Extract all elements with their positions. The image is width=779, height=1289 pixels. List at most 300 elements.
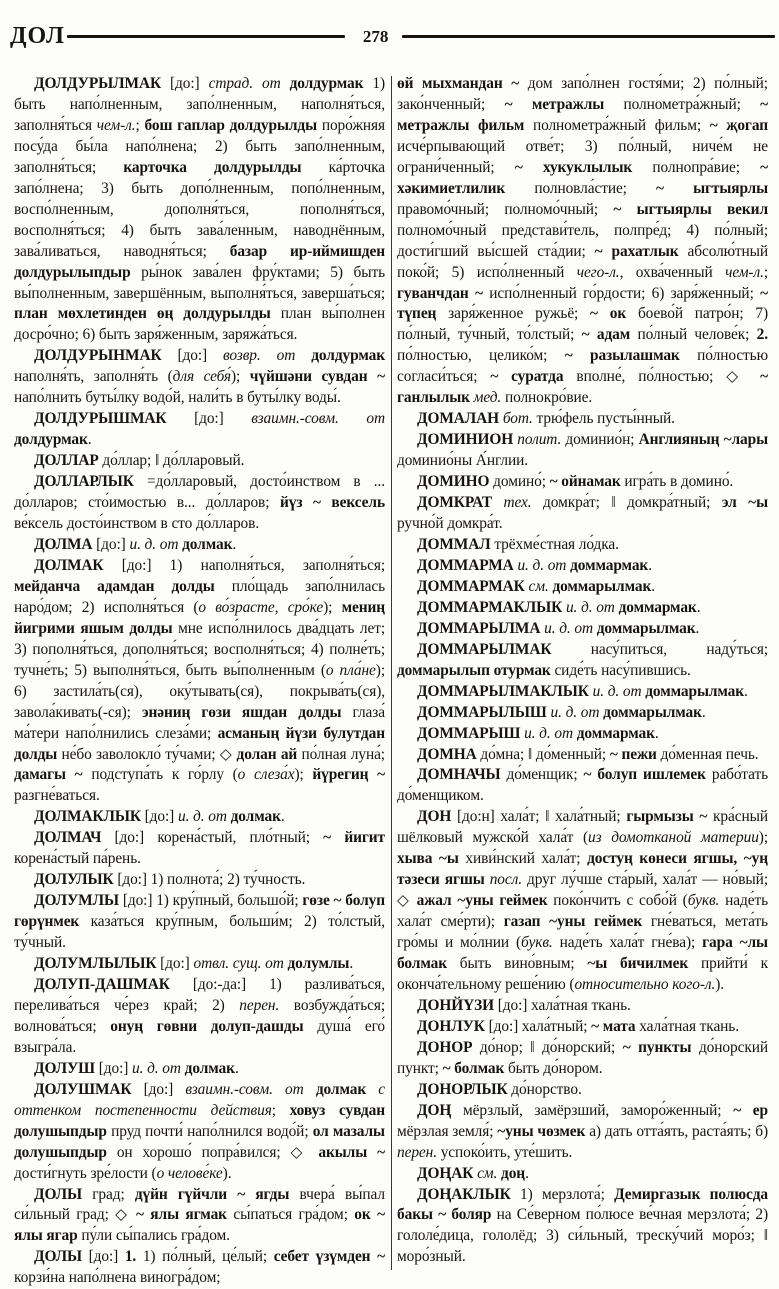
entry-bold-text: ДОЛУШМАК [34,1080,144,1098]
entry-bold-text: Англияның ~лары [638,431,768,449]
entry-bold-text: ДОЛМАЧ [34,829,115,847]
entry-italic-label: перен. [397,1143,441,1161]
entry-italic-label: для себя́ [172,368,231,386]
dictionary-entry [397,640,768,682]
entry-text: . [651,577,655,595]
entry-italic-label: бот. [502,410,537,428]
entry-bold-text: ДОММАРЫШ [417,724,525,742]
entry-bold-text: ДОЛУМЛЫ [34,892,123,910]
dictionary-entry [14,828,385,870]
entry-bold-text: доммармак [618,598,697,616]
dictionary-entry [397,556,768,577]
entry-text: [до:] [96,535,130,553]
entry-bold-text: ажал ~уны геймек [416,892,554,910]
entry-bold-text: себет үзүмден ~ [273,1248,385,1266]
entry-text: заря́женное ружьё; [448,305,591,323]
entry-bold-text: ~ суратда [490,368,577,386]
entry-bold-text: гара ~лы болмак [397,934,768,973]
entry-italic-label: полит. [517,431,566,449]
entry-text: кра́сный шёлковый мужско́й хала́т ( [397,808,768,847]
entry-bold-text: план мөхлетинден өң долдурылды [14,305,281,323]
entry-text: испо́лненный го́рдости; 6) заря́женный; [489,284,761,302]
entry-bold-text: ~ хәкимиетлилик [397,158,768,197]
entry-italic-label: чем-л. [96,116,136,134]
entry-text: корена́стый па́рень. [14,850,141,868]
entry-text: быть вино́вным; [459,955,588,973]
entry-bold-text: ок ~ ялы ягар [14,1206,385,1245]
entry-italic-label: и. д. от [592,682,646,700]
entry-italic-label: возвр. от [223,347,312,365]
entry-bold-text: ~ мата [591,1017,640,1035]
entry-bold-text: ДОЛУШ [34,1059,99,1077]
entry-text: [до:] корена́стый, пло́тный; [114,829,324,847]
entry-text: [до:] 1) полнота́; 2) ту́чность. [117,871,306,889]
entry-text: боево́й патро́н; 7) по́лный, ту́чный, то́лстый; [397,305,768,344]
entry-text: ). [222,1164,232,1182]
entry-bold-text: энәниң гөзи яшдан долды [141,703,353,721]
entry-text: трёхме́стная ло́дка. [494,535,619,553]
entry-bold-text: ДОМАЛАН [417,410,503,428]
entry-text: град; [92,1185,135,1203]
entry-text: ка́рточка запо́лнена; 3) быть допо́лненным, попо́лненным, воспо́лненным, дополня́ться, пополня́ться, восполня́ться; 4) быть зава́ленным, наводнённым, зава́ливаться, наводня́ться; [14,158,385,260]
entry-text: [до:] [170,75,209,92]
entry-text: до́нор; ‖ до́норский; [479,1038,623,1056]
entry-bold-text: ДОМНА [417,745,481,763]
entry-text: не́бо заволокло́ ту́чами; ◇ [61,745,237,763]
dictionary-entry [14,74,385,346]
entry-text: подступа́ть к го́рлу ( [91,766,238,784]
entry-text: до́менная печь. [660,745,759,763]
dictionary-entry [397,1017,768,1038]
entry-bold-text: ~ ыгтыярлы векил [613,200,768,218]
entry-text: . [349,955,354,973]
entry-italic-label: тех. [503,494,544,512]
entry-italic-label: о челове́ке [156,1164,223,1182]
entry-text: [до:] 1) наполня́ться, заполня́ться; [121,556,385,574]
entry-bold-text: мейданча адамдан долды [14,577,232,595]
dictionary-entry [397,74,768,409]
entry-text: до́норство. [511,1080,582,1098]
entry-bold-text: ~ ок [590,305,638,323]
page-number: 278 [362,26,389,46]
entry-bold-text: ДОЛЛАРЛЫК [34,473,147,491]
entry-text: полновла́стие; [534,179,657,197]
dictionary-entry [397,619,768,640]
entry-bold-text: доммарылып отурмак [397,661,555,679]
entry-text: дом запо́лнен гостя́ми; 2) по́лный; зако́нченный; [397,75,768,113]
entry-text: мне испо́лнилось два́дцать лет; 3) пополня́ться, дополня́ться; восполня́ться; 4) полне́ть; тучне́ть; 5) выполня́ться, быть вы́полненным ( [14,619,385,679]
entry-bold-text: ~ ыгтыярлы [656,179,768,197]
entry-text: трю́фель пусты́нный. [536,410,675,428]
entry-text: по́лностью, целико́м; [397,347,565,365]
entry-text: ; [763,263,769,281]
entry-italic-label: и. д. от [129,535,183,553]
entry-text: . [696,598,701,616]
entry-bold-text: 2. [756,326,768,344]
entry-bold-text: эл ~ы [721,494,768,512]
dictionary-entry [397,765,768,807]
left-column [14,74,386,1287]
entry-text: . [701,703,706,721]
entry-bold-text: акылы ~ [318,1143,385,1161]
dictionary-entry [397,1080,768,1101]
header-rule-left [67,35,345,38]
entry-text: полнокро́вие. [504,389,593,407]
entry-bold-text: доммарылмак [645,682,745,700]
entry-text: поко́нчить с собо́й ( [553,892,688,910]
entry-text: полнометра́жный фильм; [532,116,710,134]
page-header [0,0,779,52]
entry-bold-text: ДОМИНО [417,473,494,491]
entry-text: полнометра́жный; [623,95,761,113]
entry-text: на Се́верном по́люсе ве́чная мерзлота́; 2) гололе́дица, гололёд; 3) си́льный, треску́чий моро́з; ‖ моро́зный. [397,1206,769,1266]
entry-italic-label: букв. [687,892,726,910]
dictionary-entry [14,472,385,535]
entry-text: вполне́, по́лностью; ◇ [576,368,761,386]
entry-text: корзи́на напо́лнена виногра́дом; [14,1269,221,1287]
entry-text: ); [323,598,342,616]
guide-word: ДОЛ [10,23,65,49]
dictionary-entry [397,807,768,996]
entry-bold-text: йүрегиң ~ [312,766,386,784]
entry-text: домкра́т; ‖ домкра́тный; [543,494,722,512]
entry-bold-text: 1. [124,1248,143,1266]
entry-text: ручно́й домкра́т. [397,515,503,533]
entry-bold-text: долдурмак [289,75,373,92]
entry-italic-label: мед. [473,389,505,407]
entry-text: доминио́н; [565,431,639,449]
entry-bold-text: ДОН [417,808,457,826]
entry-italic-label: чего-л. [576,263,620,281]
dictionary-entry [397,682,768,703]
entry-bold-text: ДОММАРЫЛМА [417,619,545,637]
entry-bold-text: ол мазалы долушыпдыр [14,1122,385,1161]
entry-text: домино́; [493,473,550,491]
dictionary-entry [14,409,385,451]
entry-text: план вы́полнен досро́чно; 6) быть заря́женным, заряжа́ться. [14,305,385,344]
entry-italic-label: и. д. от [565,598,619,616]
entry-bold-text: ДОММАРЫЛМАКЛЫК [417,682,593,700]
dictionary-entry [397,996,768,1017]
entry-italic-label: см. [528,577,553,595]
entry-bold-text: доммарылмак [552,577,652,595]
entry-bold-text: ДОЛДУРЫНМАК [34,347,178,365]
entry-text: сиде́ть насу́пившись. [554,661,691,679]
entry-text: [до:] [98,1059,133,1077]
entry-text: [до:] [144,808,178,826]
entry-text: [до:] [194,410,252,428]
entry-text: хиви́нский хала́т; [465,850,588,868]
entry-bold-text: ДОЛМАКЛЫК [34,808,145,826]
entry-bold-text: гуванчдан ~ [397,284,490,302]
entry-bold-text: чүйшәни сувдан ~ [249,368,385,386]
entry-bold-text: ДОММАРМАК [417,577,529,595]
entry-bold-text: онуң гөвни долуп-дашды [110,1017,318,1035]
entry-bold-text: ~ пункты [622,1038,699,1056]
entry-italic-label: чем-л. [725,263,764,281]
entry-bold-text: ДОММАРЫЛЫШ [417,703,551,721]
entry-text: правомо́чный; полномо́чный; [397,200,614,218]
entry-bold-text: ДОММАРМА [417,556,518,574]
entry-italic-label: страд. от [208,75,290,92]
entry-text: дости́гнуть зре́лости ( [14,1164,157,1182]
entry-bold-text: ~ы бичилмек [587,955,701,973]
entry-text: душа́ его́ взыгра́ла. [14,1017,386,1056]
entry-italic-label: отвл. сущ. от [193,955,288,973]
entry-bold-text: ~ метражлы [504,95,624,113]
entry-bold-text: долумлы [287,955,350,973]
entry-text: разгне́ваться. [14,787,100,805]
dictionary-entry [397,493,768,535]
entry-italic-label: взаимн.-совм. от [185,1080,316,1098]
entry-text: до́менщик; [506,766,584,784]
entry-bold-text: гөзе ~ болуп гөрүнмек [14,892,385,931]
entry-bold-text: ~ йигит [323,829,385,847]
entry-bold-text: газап ~уны геймек [503,913,651,931]
entry-text: наде́ть хала́т сме́рти); [397,892,768,931]
entry-text: поро́жняя посу́да бы́ла напо́лнена; 2) быть запо́лненным, заполня́ться; [14,116,385,176]
entry-text: быть до́нором. [507,1059,603,1077]
dictionary-entry [14,556,385,807]
entry-text: ); [758,829,768,847]
entry-bold-text: ~ метражлы фильм [397,95,769,134]
entry-bold-text: доммармак [576,724,655,742]
entry-bold-text: ДОММАРЫЛМАК [417,640,591,658]
entry-text: по́лная луна́; [301,745,385,763]
entry-text: ); [294,766,313,784]
entry-bold-text: ДОҢ [417,1101,463,1119]
entry-italic-label: с оттенком постепенности действия [14,1080,385,1119]
entry-bold-text: Демиргазык полюсда бакы ~ боляр [397,1185,769,1224]
dictionary-entry [14,535,385,556]
entry-bold-text: карточка долдурылды [123,158,329,176]
entry-text: гне́ваться, мета́ть гро́мы и мо́лнии ( [397,913,768,952]
entry-bold-text: ~ ганлылык [397,368,768,407]
entry-italic-label: и. д. от [550,703,604,721]
entry-text: . [648,556,652,574]
entry-text: хала́тная ткань. [639,1017,739,1035]
entry-text: ; [135,116,145,134]
right-column [397,74,768,1274]
entry-text: [до:] хала́тная ткань. [497,996,631,1014]
entry-text: по́лный челове́к; [637,326,757,344]
entry-text: [до:] [88,1248,125,1266]
entry-bold-text: дамагы ~ [14,766,92,784]
entry-bold-text: ДОЛЫ [34,1185,93,1203]
dictionary-entry [397,724,768,745]
entry-italic-label: и. д. от [524,724,577,742]
entry-text: полномо́чный представи́тель, полпре́д; 4) по́лный; дости́гший вы́сшей ста́дии; [397,221,768,260]
entry-text: глаза́ ма́тери напо́лнились слеза́ми; [14,703,385,742]
entry-text: наде́ть хала́т гне́ва); [559,934,703,952]
entry-bold-text: долмак [230,808,281,826]
entry-text: [до:] [177,347,224,365]
dictionary-entry [397,1185,768,1269]
entry-text: . [654,724,659,742]
entry-italic-label: см. [477,1164,502,1182]
entry-text: . [280,808,285,826]
entry-text: сы́паться гра́дом; [233,1206,355,1224]
entry-italic-label: относительно кого-л. [574,975,716,993]
entry-text: 1) быть напо́лненным, запо́лненным, наполня́ться, заполня́ться [14,75,385,134]
entry-text: друг лу́чше ста́рый, хала́т — но́вый; ◇ [397,871,768,910]
entry-text: доминио́ны А́нглии. [397,452,528,470]
entry-bold-text: ДОҢАК [417,1164,478,1182]
dictionary-entry [397,1164,768,1185]
entry-italic-label: посл. [489,871,528,889]
entry-bold-text: ДОМИНИОН [417,431,518,449]
entry-italic-label: взаимн.-совм. от [251,410,385,428]
entry-bold-text: долдурмак [14,431,88,449]
entry-text: до́норский пункт; [397,1038,768,1077]
entry-bold-text: ~ разылашмак [564,347,698,365]
entry-bold-text: ДОЛУМЛЫЛЫК [34,955,161,973]
entry-bold-text: гырмызы ~ [626,808,714,826]
entry-text: ); [230,368,250,386]
entry-italic-label: и. д. от [177,808,231,826]
entry-italic-label: из домотканой материи [588,829,759,847]
entry-text: прийти́ к оконча́тельному реше́нию ( [397,955,768,993]
entry-bold-text: ДОЛУЛЫК [34,871,118,889]
dictionary-entry [14,1059,385,1080]
entry-bold-text: бош гаплар долдурылды [144,116,322,134]
entry-text: он хорошо́ попра́вился; ◇ [116,1143,319,1161]
entry-italic-label: о слеза́х [237,766,295,784]
entry-text: по́лностью согласи́ться; [397,347,768,386]
dictionary-entry [14,870,385,891]
entry-bold-text: доммарылмак [596,619,696,637]
entry-bold-text: өй мыхмандан ~ [397,75,528,92]
entry-bold-text: ДОЛУП-ДАШМАК [34,975,193,993]
entry-text: абсолю́тный поко́й; 5) испо́лненный [397,242,768,281]
entry-text: мёрзлая земля́; [397,1122,498,1140]
entry-text: . [744,682,748,700]
entry-bold-text: ДОЛДУРЫШМАК [34,410,195,428]
entry-bold-text: ~ адам [581,326,638,344]
entry-bold-text: ДОЛДУРЫЛМАК [34,75,171,92]
entry-bold-text: долмак [315,1080,379,1098]
entry-bold-text: ~ җогап [709,116,768,134]
entry-bold-text: дүйн гүйчли ~ ягды [134,1185,300,1203]
dictionary-entry [14,954,385,975]
entry-bold-text: ~ ялы ягмак [135,1206,234,1224]
entry-text: полнопра́вие; [652,158,761,176]
entry-text: [до:] [143,1080,186,1098]
entry-bold-text: ДОЛЛАР [34,452,103,470]
entry-text: напо́лнить буты́лку водо́й, нали́ть в буты́лку воды́. [14,389,341,407]
column-divider [391,76,392,1270]
entry-italic-label: о пла́не [325,661,376,679]
dictionary-entry [397,409,768,430]
entry-text: каза́ться кру́пным, больши́м; 2) то́лстый, ту́чный. [14,913,386,952]
entry-italic-label: перен. [239,996,294,1014]
entry-bold-text: ~ пежи [609,745,661,763]
entry-bold-text: ДОНЛУК [417,1017,489,1035]
entry-text: возбужда́ться; волнова́ться; [14,996,385,1035]
entry-bold-text: ДОНОРЛЫК [417,1080,512,1098]
entry-bold-text: ДОЛМА [34,535,97,553]
entry-text: [до:] хала́тный; [488,1017,592,1035]
entry-text: до́мна; ‖ до́менный; [480,745,610,763]
entry-bold-text: долмак [182,535,233,553]
entry-text: пруд почти́ напо́лнился водо́й; [111,1122,313,1140]
entry-bold-text: ДОҢАКЛЫК [417,1185,521,1203]
entry-italic-label: и. д. от [132,1059,185,1077]
dictionary-entry [14,891,385,954]
dictionary-entry [14,807,385,828]
entry-text: наполня́ть, заполня́ть ( [14,368,173,386]
dictionary-entry [14,451,385,472]
entry-text: ); 6) застила́ть(ся), оку́тывать(ся), покрыва́ть(ся), завола́кивать(-ся); [14,661,385,721]
entry-bold-text: ДОМНАЧЫ [417,766,507,784]
entry-text: ; [271,1101,290,1119]
entry-bold-text: ~ рахатлык [594,242,688,260]
entry-bold-text: асманың йүзи булутдан долды [14,724,385,763]
dictionary-entry [397,1101,768,1164]
entry-bold-text: ховуз сувдан долушыпдыр [14,1101,385,1140]
entry-bold-text: доммармак [570,556,649,574]
entry-bold-text: ~ түпең [397,284,768,323]
entry-bold-text: ДОНЙҮЗИ [417,996,498,1014]
entry-bold-text: долмак [184,1059,235,1077]
entry-text: ве́ксель досто́инством в сто до́лларов. [14,515,260,533]
entry-italic-label: о во́зрасте, сро́ке [198,598,324,616]
header-rule-right [402,35,775,38]
entry-text: . [234,1059,239,1077]
entry-text: , охва́ченный [619,263,726,281]
dictionary-entry [14,346,385,409]
entry-italic-label: и. д. от [517,556,571,574]
entry-text: вчера́ вы́пал си́льный град; ◇ [14,1185,385,1224]
entry-bold-text: ДОМКРАТ [417,494,504,512]
entry-bold-text: хыва ~ы [397,850,466,868]
entry-text: игра́ть в домино́. [624,473,734,491]
entry-text: . [525,1164,529,1182]
entry-bold-text: ДОЛМАК [34,556,122,574]
dictionary-entry [14,1185,385,1248]
entry-bold-text: ДОММАРМАКЛЫК [417,598,566,616]
entry-text: до́ллар; ‖ до́лларовый. [102,452,245,470]
entry-bold-text: ~уны чөзмек [497,1122,590,1140]
entry-text: [до:] [160,955,194,973]
entry-bold-text: ДОНОР [417,1038,480,1056]
dictionary-entry [14,975,385,1059]
entry-text: пу́ли сы́пались гра́дом. [81,1227,230,1245]
entry-bold-text: ДОММАЛ [417,535,495,553]
entry-bold-text: ~ хукуклылык [514,158,653,176]
entry-text: мёрзлый, замёрзший, заморо́женный; [462,1101,734,1119]
entry-bold-text: долан ай [236,745,302,763]
dictionary-entry [397,745,768,766]
entry-text: рабо́тать до́менщиком. [397,766,768,805]
dictionary-entry [397,535,768,556]
entry-bold-text: ~ ойнамак [549,473,625,491]
entry-text: [до:-да:] 1) разлива́ться, перелива́ться че́рез край; 2) [14,975,386,1014]
dictionary-entry [397,472,768,493]
dictionary-entry [397,598,768,619]
entry-bold-text: доммарылмак [603,703,702,721]
entry-bold-text: доң [501,1164,526,1182]
dictionary-entry [397,703,768,724]
entry-text: успоко́ить, уте́шить. [440,1143,573,1161]
entry-text: =до́лларовый, досто́инством в ... до́лларов; сто́имостью в... до́лларов; [14,473,385,512]
dictionary-entry [397,577,768,598]
entry-italic-label: и. д. от [544,619,597,637]
entry-text: а) дать отта́ять, раста́ять; б) [589,1122,768,1140]
entry-text: [до:н] хала́т; ‖ хала́тный; [456,808,627,826]
dictionary-entry [397,1038,768,1080]
entry-text: 1) по́лный, це́лый; [142,1248,274,1266]
